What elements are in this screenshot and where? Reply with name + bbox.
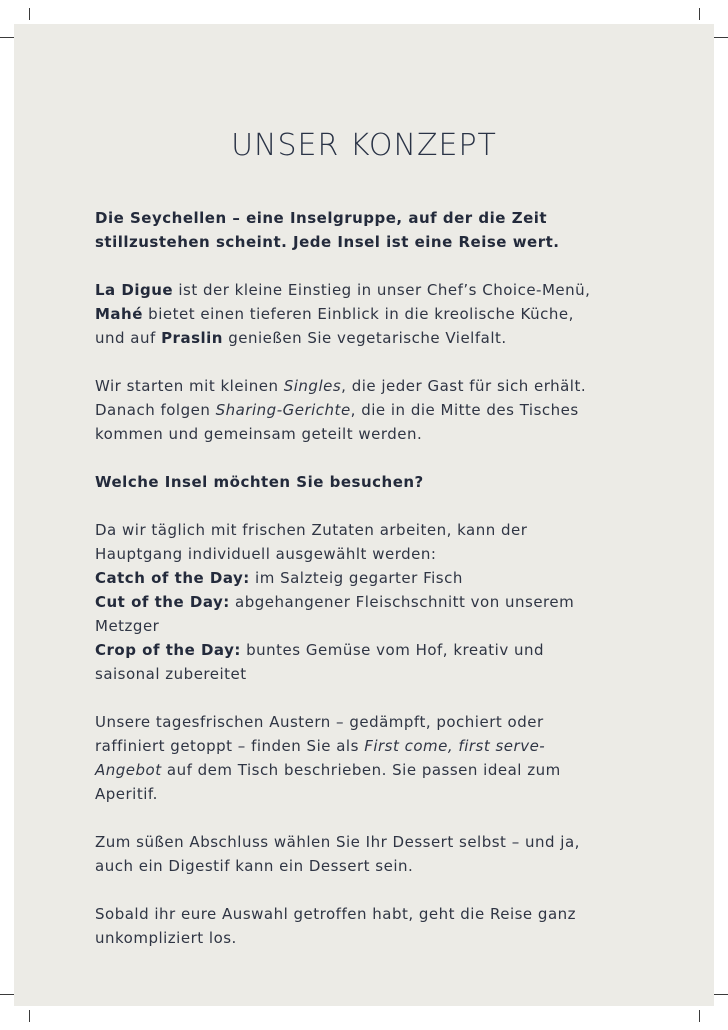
oysters-line-3: Angebot auf dem Tisch beschrieben. Sie passen ideal zum: [95, 761, 561, 779]
format-line-3: kommen und gemeinsam geteilt werden.: [95, 425, 423, 443]
closing-line-2: unkompliziert los.: [95, 929, 237, 947]
crop-of-the-day-cont: saisonal zubereitet: [95, 665, 247, 683]
island-la-digue: La Digue ist der kleine Einstieg in unser Chef’s Choice-Menü,: [95, 281, 591, 299]
crop-mark-bottom-left: [29, 1010, 30, 1022]
page-title: UNSER KONZEPT: [231, 128, 497, 163]
island-praslin: und auf Praslin genießen Sie vegetarische Vielfalt.: [95, 329, 507, 347]
intro-line-1: Die Seychellen – eine Inselgruppe, auf der die Zeit: [95, 209, 548, 227]
crop-mark-bottom-right-h: [714, 994, 728, 995]
crop-mark-top-left: [29, 8, 30, 20]
dessert-line-1: Zum süßen Abschluss wählen Sie Ihr Dessert selbst – und ja,: [95, 833, 580, 851]
oysters-line-2: raffiniert getoppt – finden Sie als First come, first serve-: [95, 737, 546, 755]
catch-of-the-day: Catch of the Day: im Salzteig gegarter Fisch: [95, 569, 463, 587]
crop-mark-top-right: [699, 8, 700, 20]
crop-mark-top-right-h: [714, 37, 728, 38]
dessert-line-2: auch ein Digestif kann ein Dessert sein.: [95, 857, 414, 875]
crop-of-the-day: Crop of the Day: buntes Gemüse vom Hof, kreativ und: [95, 641, 545, 659]
closing-line-1: Sobald ihr eure Auswahl getroffen habt, geht die Reise ganz: [95, 905, 577, 923]
island-mahe: Mahé bietet einen tieferen Einblick in die kreolische Küche,: [95, 305, 574, 323]
mains-intro-2: Hauptgang individuell ausgewählt werden:: [95, 545, 437, 563]
question-heading: Welche Insel möchten Sie besuchen?: [95, 473, 424, 491]
menu-text: [95, 206, 655, 950]
oysters-line-4: Aperitif.: [95, 785, 158, 803]
format-line-1: Wir starten mit kleinen Singles, die jeder Gast für sich erhält.: [95, 377, 587, 395]
format-line-2: Danach folgen Sharing-Gerichte, die in die Mitte des Tisches: [95, 401, 579, 419]
cut-of-the-day: Cut of the Day: abgehangener Fleischschnitt von unserem: [95, 593, 575, 611]
intro-line-2: stillzustehen scheint. Jede Insel ist eine Reise wert.: [95, 233, 560, 251]
mains-intro-1: Da wir täglich mit frischen Zutaten arbeiten, kann der: [95, 521, 528, 539]
oysters-line-1: Unsere tagesfrischen Austern – gedämpft, pochiert oder: [95, 713, 544, 731]
cut-of-the-day-cont: Metzger: [95, 617, 160, 635]
crop-mark-top-left-h: [0, 37, 14, 38]
crop-mark-bottom-right: [699, 1010, 700, 1022]
crop-mark-bottom-left-h: [0, 994, 14, 995]
